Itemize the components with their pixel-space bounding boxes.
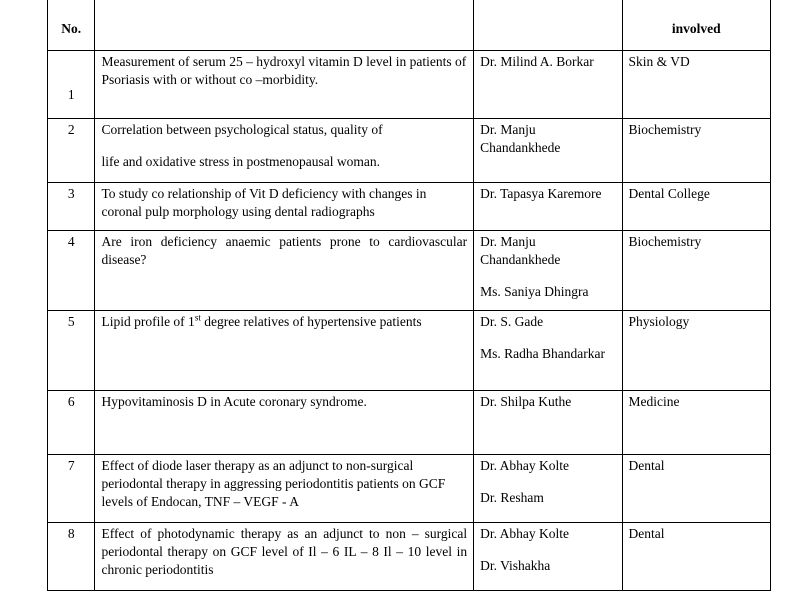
table-row <box>48 183 771 231</box>
header-department: involved <box>622 0 770 51</box>
department: Medicine <box>622 391 770 455</box>
investigator-name: Dr. Vishakha <box>480 558 551 573</box>
row-number: 4 <box>48 231 95 311</box>
project-title-line: Correlation between psychological status, quality of <box>101 122 383 137</box>
investigators <box>474 523 622 591</box>
project-title: Are iron deficiency anaemic patients prone to cardiovascular disease? <box>95 231 474 311</box>
table-row <box>48 523 771 591</box>
header-title <box>95 0 474 51</box>
investigator-name: Dr. S. Gade <box>480 314 544 329</box>
row-number: 8 <box>48 523 95 591</box>
row-number: 5 <box>48 311 95 391</box>
project-title: Measurement of serum 25 – hydroxyl vitamin D level in patients of Psoriasis with or without co –morbidity. <box>95 51 474 119</box>
row-number: 3 <box>48 183 95 231</box>
investigator-name: Dr. Resham <box>480 490 544 505</box>
table-row <box>48 119 771 183</box>
project-title: Lipid profile of 1st degree relatives of hypertensive patients <box>95 311 474 391</box>
table-header-row <box>48 0 771 51</box>
investigators <box>474 119 622 183</box>
investigators <box>474 391 622 455</box>
investigator-name: Dr. Abhay Kolte <box>480 458 569 473</box>
investigator-name: Dr. Manju Chandankhede <box>480 234 561 267</box>
investigator-name: Dr. Shilpa Kuthe <box>480 394 572 409</box>
header-investigators <box>474 0 622 51</box>
investigators <box>474 231 622 311</box>
investigators <box>474 455 622 523</box>
row-number: 1 <box>48 51 95 119</box>
research-projects-table <box>47 0 771 591</box>
project-title: Effect of photodynamic therapy as an adjunct to non – surgical periodontal therapy on GCF level of Il – 6 IL – 8 Il – 10 level in chronic periodontitis <box>95 523 474 591</box>
investigator-name: Dr. Milind A. Borkar <box>480 54 594 69</box>
department: Biochemistry <box>622 119 770 183</box>
department: Dental College <box>622 183 770 231</box>
department: Skin & VD <box>622 51 770 119</box>
investigator-name: Ms. Saniya Dhingra <box>480 284 589 299</box>
investigator-name: Ms. Radha Bhandarkar <box>480 346 605 361</box>
department: Dental <box>622 523 770 591</box>
project-title-line: life and oxidative stress in postmenopausal woman. <box>101 154 381 169</box>
investigator-name: Dr. Manju Chandankhede <box>480 122 561 155</box>
investigator-name: Dr. Abhay Kolte <box>480 526 569 541</box>
investigators <box>474 311 622 391</box>
row-number: 7 <box>48 455 95 523</box>
investigators <box>474 183 622 231</box>
department: Dental <box>622 455 770 523</box>
table-row <box>48 231 771 311</box>
table-row <box>48 311 771 391</box>
table-row <box>48 51 771 119</box>
department: Physiology <box>622 311 770 391</box>
project-title: Effect of diode laser therapy as an adjunct to non-surgical periodontal therapy in aggressing periodontitis patients on GCF levels of Endocan, TNF – VEGF - A <box>95 455 474 523</box>
row-number: 2 <box>48 119 95 183</box>
header-no: No. <box>48 0 95 51</box>
investigators <box>474 51 622 119</box>
project-title: To study co relationship of Vit D deficiency with changes in coronal pulp morphology using dental radiographs <box>95 183 474 231</box>
project-title <box>95 119 474 183</box>
project-title: Hypovitaminosis D in Acute coronary syndrome. <box>95 391 474 455</box>
row-number: 6 <box>48 391 95 455</box>
table-row <box>48 455 771 523</box>
table-row <box>48 391 771 455</box>
investigator-name: Dr. Tapasya Karemore <box>480 186 602 201</box>
department: Biochemistry <box>622 231 770 311</box>
